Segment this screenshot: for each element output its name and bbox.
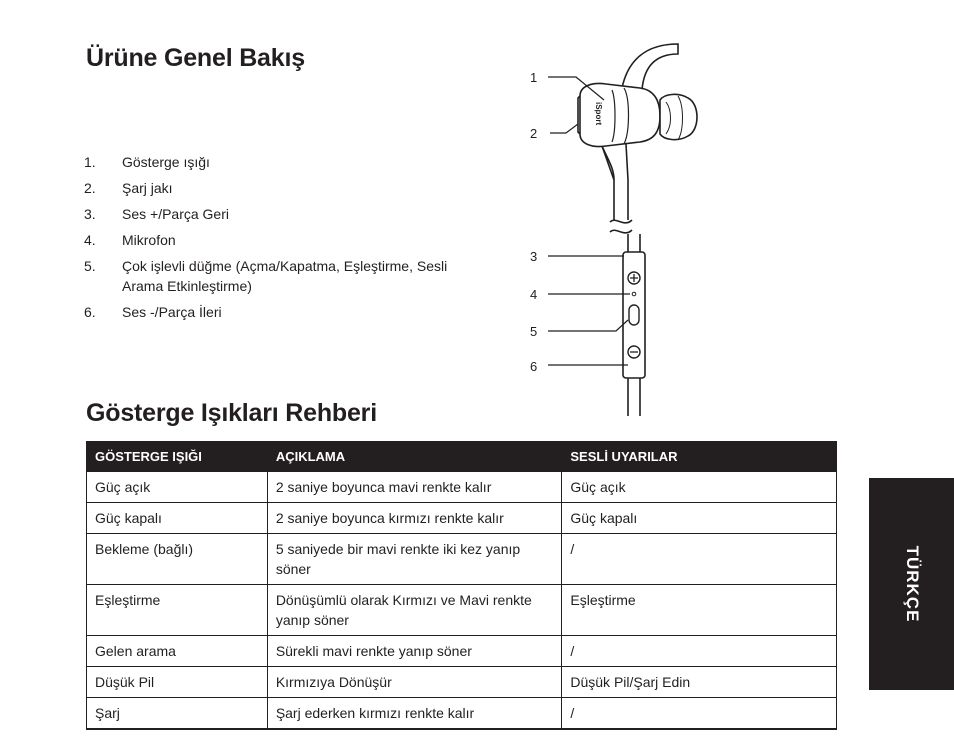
list-item xyxy=(84,302,474,322)
indicator-guide-table xyxy=(86,441,837,730)
table-row xyxy=(87,698,837,730)
callout-2: 2 xyxy=(530,126,538,141)
list-item xyxy=(84,204,474,224)
description-cell: Şarj ederken kırmızı renkte kalır xyxy=(267,698,562,730)
table-row xyxy=(87,472,837,503)
list-item-number: 5. xyxy=(84,258,96,274)
callout-5: 5 xyxy=(530,324,538,339)
voice-prompt-cell: / xyxy=(562,636,837,667)
list-item-text: Çok işlevli düğme (Açma/Kapatma, Eşleştirme, Sesli Arama Etkinleştirme) xyxy=(122,258,448,294)
description-cell: Sürekli mavi renkte yanıp söner xyxy=(267,636,562,667)
list-item-number: 1. xyxy=(84,154,96,170)
multifunction-button-icon xyxy=(629,305,639,325)
voice-prompt-cell: Eşleştirme xyxy=(562,585,837,636)
indicator-cell: Düşük Pil xyxy=(87,667,268,698)
voice-prompt-cell: Güç kapalı xyxy=(562,503,837,534)
list-item xyxy=(84,178,474,198)
list-item xyxy=(84,256,474,296)
table-header-row xyxy=(87,442,837,472)
description-cell: 2 saniye boyunca kırmızı renkte kalır xyxy=(267,503,562,534)
overview-title: Ürüne Genel Bakış xyxy=(86,44,305,72)
list-item-number: 2. xyxy=(84,180,96,196)
list-item-number: 3. xyxy=(84,206,96,222)
guide-title: Gösterge Işıkları Rehberi xyxy=(86,399,377,427)
language-label: TÜRKÇE xyxy=(902,545,922,623)
header-voice-prompts: SESLİ UYARILAR xyxy=(562,442,837,472)
indicator-cell: Güç açık xyxy=(87,472,268,503)
table-row xyxy=(87,534,837,585)
table-row xyxy=(87,585,837,636)
table-row xyxy=(87,667,837,698)
voice-prompt-cell: Güç açık xyxy=(562,472,837,503)
description-cell: 2 saniye boyunca mavi renkte kalır xyxy=(267,472,562,503)
list-item-text: Gösterge ışığı xyxy=(122,154,210,170)
description-cell: Kırmızıya Dönüşür xyxy=(267,667,562,698)
list-item-number: 4. xyxy=(84,232,96,248)
list-item-text: Mikrofon xyxy=(122,232,176,248)
description-cell: 5 saniyede bir mavi renkte iki kez yanıp söner xyxy=(267,534,562,585)
earphone-diagram xyxy=(520,40,700,420)
microphone-icon xyxy=(632,292,636,296)
callout-1: 1 xyxy=(530,70,538,85)
parts-list xyxy=(84,152,474,328)
list-item-text: Şarj jakı xyxy=(122,180,173,196)
indicator-cell: Gelen arama xyxy=(87,636,268,667)
header-description: AÇIKLAMA xyxy=(267,442,562,472)
plus-button-icon xyxy=(628,272,640,284)
indicator-cell: Bekleme (bağlı) xyxy=(87,534,268,585)
callout-6: 6 xyxy=(530,359,538,374)
description-cell: Dönüşümlü olarak Kırmızı ve Mavi renkte yanıp söner xyxy=(267,585,562,636)
table-row xyxy=(87,503,837,534)
callout-3: 3 xyxy=(530,249,538,264)
callout-4: 4 xyxy=(530,287,538,302)
minus-button-icon xyxy=(628,346,640,358)
list-item xyxy=(84,152,474,172)
list-item-text: Ses +/Parça Geri xyxy=(122,206,229,222)
indicator-cell: Güç kapalı xyxy=(87,503,268,534)
voice-prompt-cell: / xyxy=(562,698,837,730)
indicator-cell: Şarj xyxy=(87,698,268,730)
header-indicator: GÖSTERGE IŞIĞI xyxy=(87,442,268,472)
language-tab xyxy=(869,478,954,690)
indicator-cell: Eşleştirme xyxy=(87,585,268,636)
list-item-text: Ses -/Parça İleri xyxy=(122,304,222,320)
ear-hook xyxy=(622,44,678,90)
brand-label: iSport xyxy=(594,102,603,126)
list-item xyxy=(84,230,474,250)
table-row xyxy=(87,636,837,667)
list-item-number: 6. xyxy=(84,304,96,320)
voice-prompt-cell: Düşük Pil/Şarj Edin xyxy=(562,667,837,698)
voice-prompt-cell: / xyxy=(562,534,837,585)
